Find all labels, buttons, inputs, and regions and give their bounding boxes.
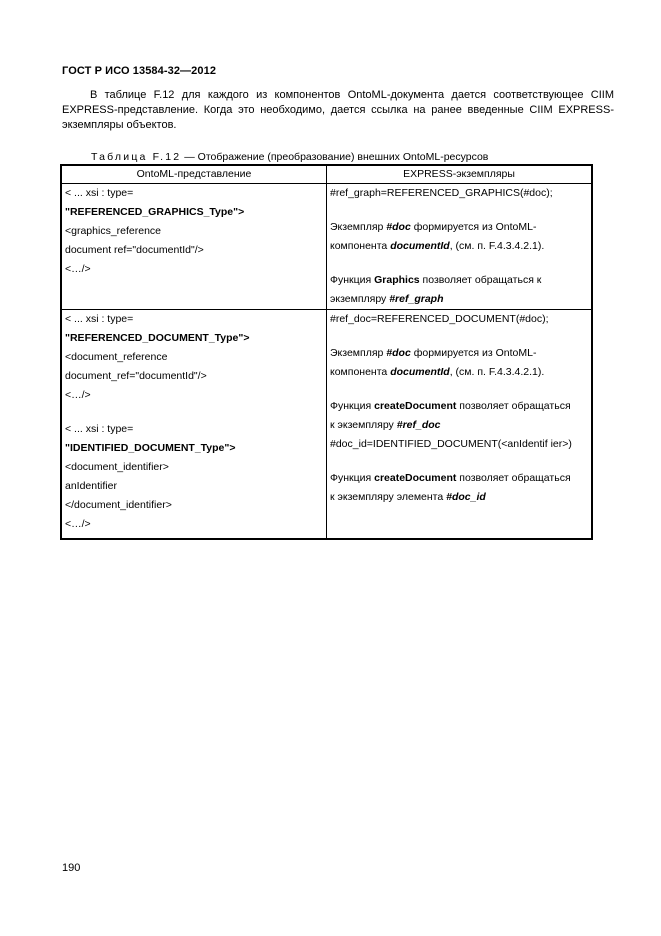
table-caption-label: Таблица F.12 [91, 151, 182, 163]
code-line: <…/> [65, 263, 91, 275]
table-caption [91, 151, 488, 163]
code-line: document_ref="documentId"/> [65, 370, 207, 382]
code-line: </document_identifier> [65, 499, 172, 511]
intro-paragraph [62, 88, 614, 133]
mapping-table [60, 164, 593, 540]
intro-line-2: EXPRESS-представление. Когда это необходимо, дается ссылка на ранее введенные CIIM EXPRESS- [62, 104, 614, 116]
code-line: <…/> [65, 518, 91, 530]
column-header-ontoml: OntoML-представление [61, 165, 327, 184]
type-name: "REFERENCED_GRAPHICS_Type"> [65, 206, 245, 218]
type-name: "IDENTIFIED_DOCUMENT_Type"> [65, 442, 236, 454]
express-cell-graphics: #ref_graph=REFERENCED_GRAPHICS(#doc); Экземпляр #doc формируется из OntoML- компонента documentId, (см. п. F.4.3.4.2.1). Функция Graphics позволяет обращаться к экземпляру #ref_graph [327, 184, 593, 310]
express-line: #doc_id=IDENTIFIED_DOCUMENT(<anIdentif ier>) [330, 438, 572, 450]
table-caption-text: — Отображение (преобразование) внешних OntoML-ресурсов [181, 151, 489, 163]
express-line: #ref_graph=REFERENCED_GRAPHICS(#doc); [330, 187, 553, 199]
code-line: <document_reference [65, 351, 168, 363]
ontoml-cell-graphics [61, 184, 327, 310]
code-line: anIdentifier [65, 480, 117, 492]
code-line: document ref="documentId"/> [65, 244, 204, 256]
express-cell-document: #ref_doc=REFERENCED_DOCUMENT(#doc); Экземпляр #doc формируется из OntoML- компонента documentId, (см. п. F.4.3.4.2.1). Функция createDocument позволяет обращаться к экземпляру #ref_doc #doc_id=IDENTIFIED_DOCUMENT(<anIdentif ier>) Функция createDocument позволяет обращаться к экземпляру элемента #doc_id [327, 310, 593, 540]
table-header-row [61, 165, 592, 184]
code-line: <document_identifier> [65, 461, 169, 473]
table-row-referenced-document [61, 310, 592, 540]
column-header-express: EXPRESS-экземпляры [327, 165, 593, 184]
code-line: < ... xsi : type= [65, 313, 134, 325]
table-row-referenced-graphics [61, 184, 592, 310]
code-line: <…/> [65, 389, 91, 401]
code-line: < ... xsi : type= [65, 187, 134, 199]
intro-line-1: В таблице F.12 для каждого из компонентов OntoML-документа дается соответствующее CIIM [90, 89, 614, 101]
ontoml-cell-document [61, 310, 327, 540]
document-code-header: ГОСТ Р ИСО 13584-32—2012 [62, 65, 217, 77]
code-line: < ... xsi : type= [65, 423, 134, 435]
page-number: 190 [62, 862, 81, 874]
express-line: #ref_doc=REFERENCED_DOCUMENT(#doc); [330, 313, 549, 325]
intro-line-3: экземпляры объектов. [62, 119, 177, 131]
type-name: "REFERENCED_DOCUMENT_Type"> [65, 332, 250, 344]
code-line: <graphics_reference [65, 225, 162, 237]
